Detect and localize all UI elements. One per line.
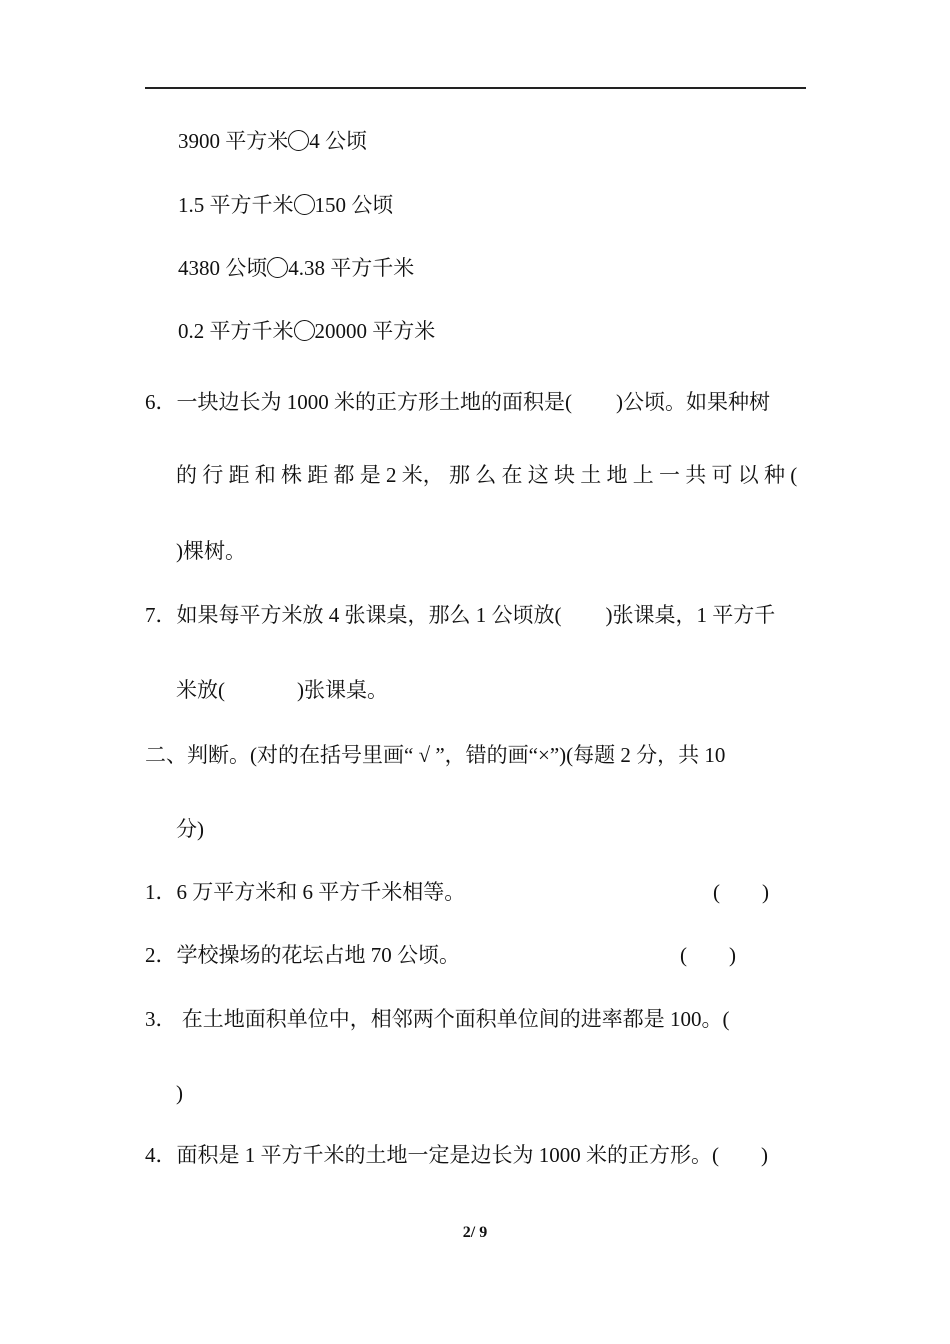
comparison-row — [178, 191, 393, 219]
comparison-right: 4.38 平方千米 — [288, 256, 415, 280]
judgment-3: 3． 在土地面积单位中，相邻两个面积单位间的进率都是 100。( — [145, 1007, 730, 1031]
comparison-left: 1.5 平方千米 — [178, 193, 294, 217]
question-7-text: )张课桌，1 平方千 — [605, 603, 776, 627]
comparison-right: 150 公顷 — [314, 193, 394, 217]
question-7-line-2 — [176, 676, 388, 704]
comparison-left: 4380 公顷 — [178, 256, 268, 280]
comparison-left: 3900 平方米 — [178, 129, 289, 153]
comparison-row — [178, 127, 367, 155]
page-number: 2/ 9 — [462, 1224, 488, 1241]
question-6-text: )公顷。如果种树 — [616, 390, 770, 414]
compare-circle-blank[interactable] — [294, 320, 315, 341]
section-2-heading: 二、判断。(对的在括号里画“ √ ”，错的画“×”)(每题 2 分，共 10 — [145, 743, 726, 767]
compare-circle-blank[interactable] — [288, 130, 309, 151]
comparison-row — [178, 317, 435, 345]
judgment-1: 1．6 万平方米和 6 平方千米相等。 — [145, 880, 466, 904]
question-6-line-2: 的 行 距 和 株 距 都 是 2 米， 那 么 在 这 块 土 地 上 一 共 可 以 种 ( — [176, 463, 798, 487]
question-7-line-1 — [145, 601, 775, 629]
compare-circle-blank[interactable] — [267, 257, 288, 278]
judgment-2-bracket[interactable]: ( ) — [680, 943, 736, 967]
comparison-left: 0.2 平方千米 — [178, 319, 294, 343]
question-7-text: )张课桌。 — [297, 678, 388, 702]
comparison-right: 4 公顷 — [309, 129, 367, 153]
question-6-line-3: )棵树。 — [176, 539, 246, 563]
question-7-text: 米放( — [176, 678, 225, 702]
judgment-4: 4．面积是 1 平方千米的土地一定是边长为 1000 米的正方形。( ) — [145, 1143, 768, 1167]
section-2-heading-cont: 分) — [176, 817, 204, 841]
question-6-text: 6．一块边长为 1000 米的正方形土地的面积是( — [145, 390, 572, 414]
question-7-text: 7．如果每平方米放 4 张课桌，那么 1 公顷放( — [145, 603, 562, 627]
header-rule — [145, 87, 806, 89]
judgment-2: 2．学校操场的花坛占地 70 公顷。 — [145, 943, 460, 967]
compare-circle-blank[interactable] — [294, 194, 315, 215]
judgment-1-bracket[interactable]: ( ) — [713, 880, 769, 904]
comparison-right: 20000 平方米 — [314, 319, 436, 343]
judgment-3-bracket-close: ) — [176, 1081, 183, 1105]
comparison-row — [178, 254, 414, 282]
question-6-line-1 — [145, 388, 770, 416]
